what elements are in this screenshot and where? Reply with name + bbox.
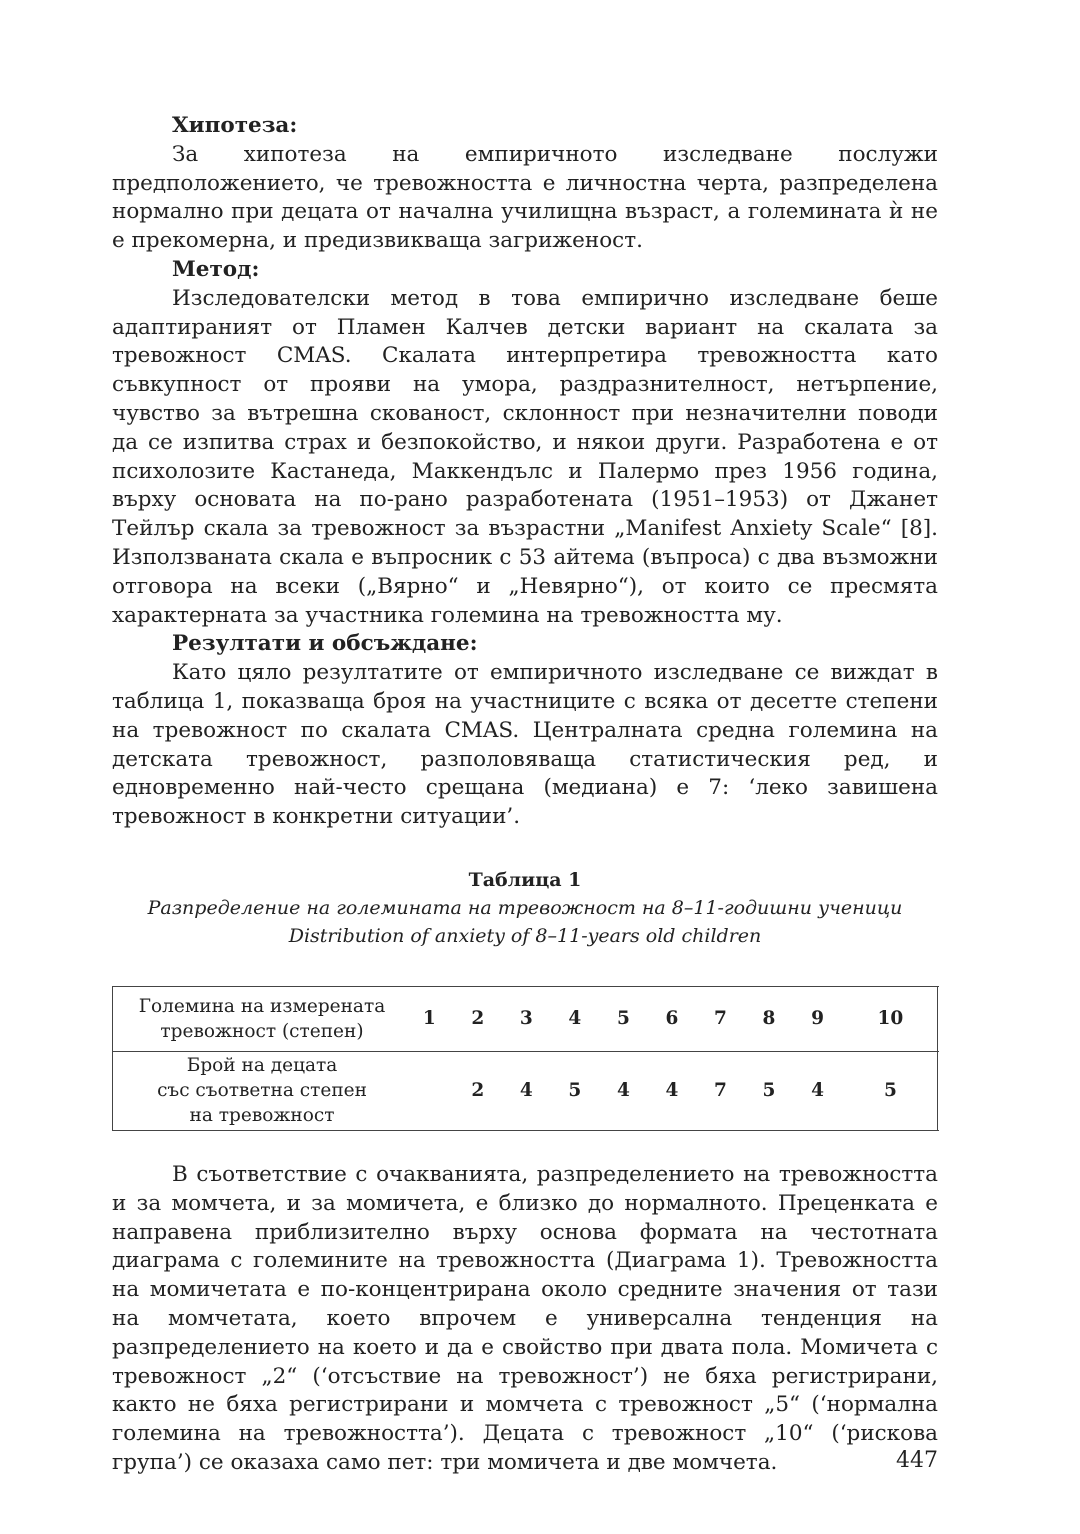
hypothesis-heading: Хипотеза: — [172, 113, 298, 138]
results-paragraph: Като цяло резултатите от емпиричното изследване се виждат в таблица 1, показваща броя на участниците с всяка от десетте степени на тревожност по скалата CMAS. Централната средна големина на детската тревожност, разполовяваща статистическия ред, и едновременно най-често срещана (медиана) е 7: ‘леко завишена тревожност в конкретни ситуации’. — [112, 660, 938, 830]
degree-cell: 10 — [842, 986, 939, 1051]
count-cell: 7 — [696, 1051, 745, 1130]
degree-cell: 1 — [405, 986, 454, 1051]
table-row-degrees — [113, 986, 939, 1051]
count-cell: 4 — [502, 1051, 551, 1130]
degree-cell: 9 — [793, 986, 842, 1051]
distribution-table — [113, 986, 939, 1131]
row-label-count-line1: Брой на децата — [186, 1055, 338, 1077]
results-heading: Резултати и обсъждане: — [172, 631, 478, 657]
hypothesis-paragraph: За хипотеза на емпиричното изследване послужи предположението, че тревожността е личностна черта, разпределена нормално при децата от начална училищна възраст, а големината ѝ не е прекомерна, и предизвикваща загриженост. — [112, 141, 938, 254]
degree-cell: 5 — [599, 986, 648, 1051]
table-subtitle-bg: Разпределение на големината на тревожност на 8–11-годишни ученици — [147, 896, 903, 919]
after-table-paragraph: В съответствие с очакванията, разпределението на тревожността и за момчета, и за момичета, е близко до нормалното. Преценката е направена приблизително върху основа формата на честотната диаграма с големините на тревожността (Диаграма 1). Тревожността на момичетата е по-концентрирана около средните значения от тази на момчетата, което впрочем е универсална тенденция на разпределението на което и да е свойство при двата пола. Момичета с тревожност „2“ (‘отсъствие на тревожност’) не бяха регистрирани, както не бяха регистрирани и момчета с тревожност „5“ (‘нормална големина на тревожността’). Децата с тревожност „10“ (‘рискова група’) се оказаха само пет: три момичета и две момчета. — [112, 1161, 938, 1475]
method-heading: Метод: — [172, 256, 260, 282]
count-cell: 4 — [648, 1051, 697, 1130]
row-label-degree — [113, 986, 405, 1051]
count-cell: 5 — [745, 1051, 794, 1130]
row-label-degree-line1: Големина на измерената — [138, 995, 386, 1017]
method-paragraph: Изследователски метод в това емпирично изследване беше адаптираният от Пламен Калчев детски вариант на скалата за тревожност CMAS. Скалата интерпретира тревожността като съвкупност от прояви на умора, раздразнителност, нетърпение, чувство за вътрешна скованост, склонност при незначителни поводи да се изпитва страх и безпокойство, и някои други. Разработена е от психолозите Кастанеда, Маккендълс и Палермо през 1956 година, върху основата на по-рано разработената (1951–1953) от Джанет Тейлър скала за тревожност за възрастни „Manifest Anxiety Scale“ [8]. Използваната скала е въпросник с 53 айтема (въпроса) с два възможни отговора на всеки („Вярно“ и „Невярно“), от които се пресмята характерната за участника големина на тревожността му. — [112, 285, 938, 628]
row-label-count-line3: на тревожност — [189, 1105, 335, 1127]
row-label-count-line2: със съответна степен — [157, 1080, 367, 1102]
row-label-count — [113, 1051, 405, 1130]
degree-cell: 4 — [551, 986, 600, 1051]
table-caption — [112, 866, 938, 950]
page-content — [112, 112, 938, 1478]
table-title: Таблица 1 — [468, 868, 582, 891]
table-subtitle-en: Distribution of anxiety of 8–11-years old children — [288, 924, 762, 947]
degree-cell: 3 — [502, 986, 551, 1051]
count-cell: 5 — [842, 1051, 939, 1130]
row-label-degree-line2: тревожност (степен) — [160, 1020, 364, 1042]
table-row-counts — [113, 1051, 939, 1130]
count-cell — [405, 1051, 454, 1130]
count-cell: 4 — [793, 1051, 842, 1130]
degree-cell: 2 — [454, 986, 503, 1051]
count-cell: 4 — [599, 1051, 648, 1130]
count-cell: 5 — [551, 1051, 600, 1130]
degree-cell: 8 — [745, 986, 794, 1051]
page-number: 447 — [896, 1448, 938, 1473]
count-cell: 2 — [454, 1051, 503, 1130]
degree-cell: 6 — [648, 986, 697, 1051]
degree-cell: 7 — [696, 986, 745, 1051]
distribution-table-frame — [112, 986, 938, 1131]
